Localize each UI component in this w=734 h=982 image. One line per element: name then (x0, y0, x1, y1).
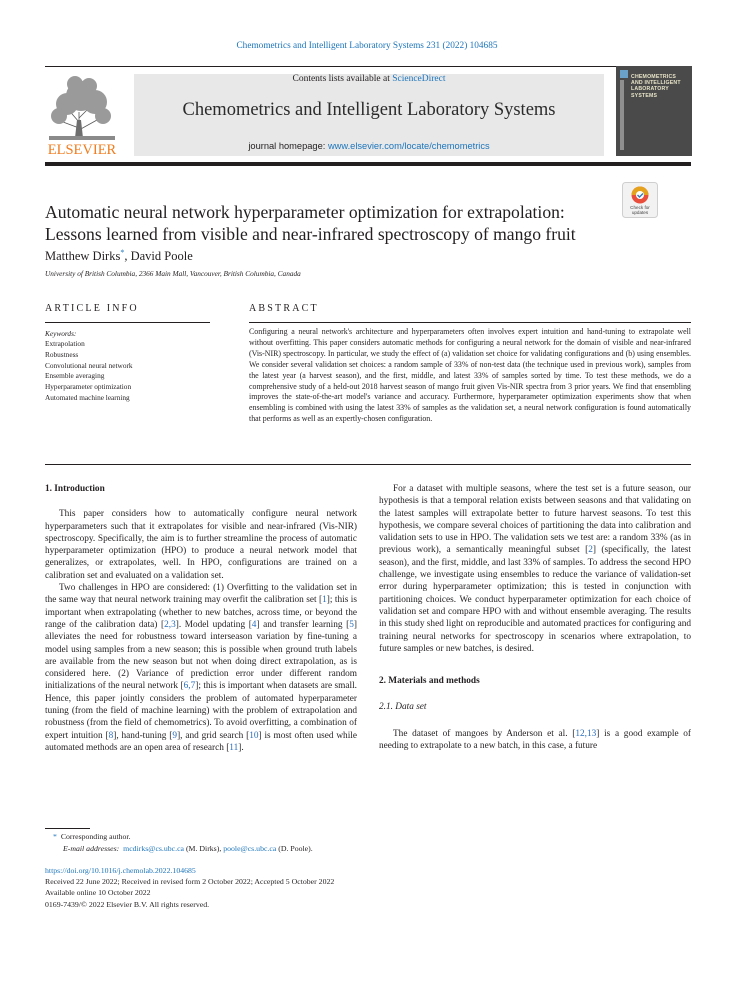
journal-cover[interactable] (616, 66, 692, 156)
email-line: E-mail addresses: mcdirks@cs.ubc.ca (M. Dirks), poole@cs.ubc.ca (D. Poole). (63, 843, 313, 853)
keyword: Extrapolation (45, 339, 85, 348)
keywords-list (45, 339, 133, 404)
article-title (45, 201, 625, 245)
author-2[interactable]: David Poole (130, 249, 193, 264)
check-updates-icon (622, 182, 658, 218)
article-info-heading: ARTICLE INFO (45, 303, 139, 314)
badge-text-2: updates (631, 210, 649, 215)
citation-link[interactable]: 2 (588, 545, 593, 556)
footnote-rule (45, 828, 90, 829)
keyword: Hyperparameter optimization (45, 382, 132, 392)
body-column-right (379, 483, 691, 752)
contents-prefix: Contents lists available at (292, 74, 393, 84)
corresponding-mark[interactable]: * (120, 248, 125, 257)
affiliation: University of British Columbia, 2366 Main Mall, Vancouver, British Columbia, Canada (45, 269, 301, 278)
cover-title: CHEMOMETRICS AND INTELLIGENT LABORATORY SYSTEMS (631, 74, 681, 99)
sciencedirect-link[interactable]: ScienceDirect (392, 74, 446, 84)
email-link-poole[interactable]: poole@cs.ubc.ca (223, 843, 277, 853)
keyword: Robustness (45, 349, 79, 359)
section-2-heading: 2. Materials and methods (379, 676, 480, 687)
abstract-heading: ABSTRACT (249, 303, 319, 314)
citation-link[interactable]: 10 (249, 730, 259, 741)
journal-citation[interactable]: Chemometrics and Intelligent Laboratory Systems 231 (2022) 104685 (236, 41, 498, 51)
citation-link[interactable]: 2,3 (164, 619, 176, 630)
paragraph: Two challenges in HPO are considered: (1) Overfitting to the validation set in the same way that neural network training may overfit the calibration set [1]; this is important when extrapolating (whether to new batches, across time, or beyond the range of the calibration data) [2,3]. Model updating [4] and transfer learning [5] alleviates the need for robustness toward interseason variation by fine-tuning a model using samples from a new season; this is possible when ground truth labels are available from the new season but not when doing direct extrapolation, as is considered here. (2) Variance of prediction error under different random initializations of the neural network [6,7]; this is important when datasets are small. Hence, this paper jointly considers the problem of automated hyperparameter tuning (from the field of machine learning) with the problem of extrapolation and robustness (from the field of chemometrics). To avoid overfitting, a combination of expert intuition [8], hand-tuning [9], and grid search [10] is most often used while automated methods are an open area of research [11]. (45, 583, 358, 753)
section-1-heading: 1. Introduction (45, 484, 105, 494)
citation-link[interactable]: 9 (172, 730, 178, 741)
citation-link[interactable]: 12,13 (575, 728, 597, 739)
footnote-mark: * (53, 832, 57, 841)
abstract-text: Configuring a neural network's architecture and hyperparameters often involves expert intuition and hand-tuning to extrapolate well without overfitting. This paper considers automatic methods for configuring a neural network for the domain of visible and near-infrared (Vis-NIR) spectroscopy. In particular, we study the effect of (a) validation set choice for validating configurations and (b) using ensembles. We consider several validation set choices: a random sample of 33% of non-test data (the technique used in previous work), samples from the latest year (a harvest season), and the first, middle, and latest 33% of samples sorted by time. To test these methods, we do a comprehensive study of a held-out 2018 harvest season of mango fruit given Vis-NIR spectra from 3 prior years. We find that ensembling improves the state-of-the-art model's variance and accuracy. Furthermore, hyperparameter optimization experiments show that when ensembling is combined with using the latest 33% of samples as the validation set, a neural network configuration is found automatically that performs as well as an expertly-chosen configuration. (249, 327, 691, 424)
subsection-2-1-heading: 2.1. Data set (379, 702, 427, 713)
header-rule (45, 66, 689, 67)
article-info-rule (45, 322, 210, 323)
paragraph: For a dataset with multiple seasons, where the test set is a future season, our hypothesis is that a temporal relation exists between seasons and that validating on the latest samples will extrapolate better to future harvest seasons. To test this hypothesis, we compare several choices of partitioning the data into calibration and validation sets to use in HPO. The validation sets we test are: a random 33% (as in previous work), a semantically meaningful subset [2] (specifically, the latest season), and the first, middle, and last 33% of samples. To address the second HPO challenge, we investigate using ensembles to reduce the variance of validation-set error during hyperparameter optimization; this is tested in conjunction with partitioning choices. We conduct hyperparameter optimization for each choice of validation set and compare HPO with and without ensemble averaging. The results in this study shed light on reproducible and automated practices for configuring and training neural networks for spectroscopy in scenarios where extrapolation, to future samples or new batches, is desired. (379, 484, 692, 654)
available-date: Available online 10 October 2022 (45, 888, 151, 898)
keywords-label: Keywords: (45, 329, 77, 338)
footnote (45, 831, 313, 854)
keyword: Convolutional neural network (45, 360, 133, 370)
author-separator: , (124, 249, 131, 264)
citation-link[interactable]: 8 (108, 730, 114, 741)
elsevier-logo (45, 72, 119, 158)
cover-stripe (620, 80, 624, 150)
email-label: E-mail addresses: (63, 843, 120, 853)
elsevier-tree-icon (45, 72, 119, 158)
check-for-updates-badge[interactable] (622, 182, 658, 218)
citation-link[interactable]: 11 (229, 742, 239, 753)
publisher-wordmark: ELSEVIER (47, 142, 117, 158)
homepage-prefix: journal homepage: (248, 141, 328, 151)
publication-info (45, 865, 334, 910)
author-1[interactable]: Matthew Dirks (45, 249, 121, 264)
keyword: Automated machine learning (45, 392, 130, 402)
email-link-dirks[interactable]: mcdirks@cs.ubc.ca (123, 843, 185, 853)
abstract-bottom-rule (45, 464, 691, 465)
homepage-link[interactable]: www.elsevier.com/locate/chemometrics (327, 141, 490, 151)
citation-link[interactable]: 6,7 (183, 681, 196, 692)
received-dates: Received 22 June 2022; Received in revised form 2 October 2022; Accepted 5 October 2022 (45, 877, 335, 887)
doi-link[interactable]: https://doi.org/10.1016/j.chemolab.2022.104685 (45, 866, 196, 875)
author-list (45, 248, 193, 264)
title-line-1: Automatic neural network hyperparameter optimization for extrapolation: (45, 202, 565, 222)
keyword: Ensemble averaging (45, 371, 105, 381)
copyright: 0169-7439/© 2022 Elsevier B.V. All rights reserved. (45, 899, 210, 909)
header-thick-rule (45, 162, 691, 166)
citation-link[interactable]: 1 (322, 595, 327, 606)
paragraph: This paper considers how to automatically configure neural network hyperparameters such that it extrapolates for visible and near-infrared (Vis-NIR) spectroscopy. Specifically, the aim is to further streamline the process of automatic hyperparameter optimization (HPO) to produce a neural network model that generalizes, or extrapolates, well. In HPO, configurations are trained on a calibration set and evaluated on a validation set. (45, 509, 357, 581)
cover-accent (620, 70, 628, 78)
abstract-rule (249, 322, 691, 323)
citation-link[interactable]: 4 (251, 619, 257, 630)
journal-homepage (134, 141, 604, 151)
contents-line (134, 74, 604, 84)
badge-text-1: Check for (630, 205, 650, 210)
journal-name: Chemometrics and Intelligent Laboratory Systems (182, 100, 556, 120)
corresponding-note: * Corresponding author. (53, 832, 131, 841)
title-line-2: Lessons learned from visible and near-infrared spectroscopy of mango fruit (45, 224, 576, 244)
citation-link[interactable]: 5 (349, 619, 354, 630)
body-column-left (45, 483, 357, 754)
paragraph: The dataset of mangoes by Anderson et al. [12,13] is a good example of needing to extrapolate to a new batch, in this case, a future (379, 728, 692, 752)
